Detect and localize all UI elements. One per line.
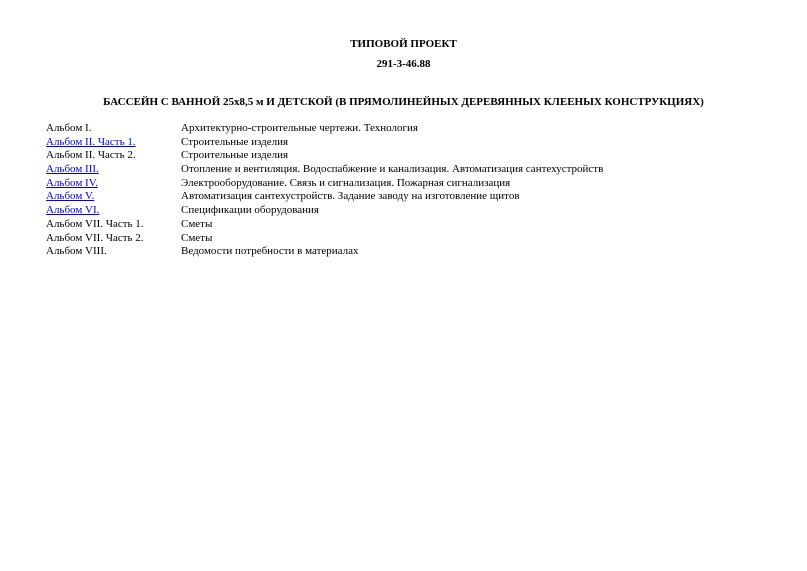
album-description: Сметы: [181, 231, 213, 244]
album-name-cell: [46, 245, 181, 259]
album-link[interactable]: Альбом V.: [46, 190, 95, 203]
album-link[interactable]: Альбом II. Часть 1.: [46, 135, 136, 148]
album-row: [46, 245, 766, 259]
album-row: [46, 218, 766, 232]
album-link[interactable]: Альбом III.: [46, 163, 99, 176]
album-label: Альбом II. Часть 2.: [46, 149, 136, 162]
album-link[interactable]: Альбом IV.: [46, 176, 98, 189]
album-name-cell: [46, 232, 181, 246]
album-description: Электрооборудование. Связь и сигнализация. Пожарная сигнализация: [181, 176, 511, 189]
album-name-cell: [46, 190, 181, 204]
album-row: [46, 177, 766, 191]
album-row: [46, 204, 766, 218]
album-name-cell: [46, 122, 181, 136]
album-description: Строительные изделия: [181, 149, 289, 162]
album-name-cell: [46, 177, 181, 191]
album-name-cell: [46, 218, 181, 232]
project-subtitle: БАССЕЙН С ВАННОЙ 25х8,5 м И ДЕТСКОЙ (В ПРЯМОЛИНЕЙНЫХ ДЕРЕВЯННЫХ КЛЕЕНЫХ КОНСТРУКЦИЯХ): [103, 96, 704, 108]
album-description: Автоматизация сантехустройств. Задание заводу на изготовление щитов: [181, 190, 520, 203]
album-label: Альбом I.: [46, 122, 92, 134]
document-title: ТИПОВОЙ ПРОЕКТ: [350, 38, 457, 50]
album-name-cell: [46, 136, 181, 150]
album-name-cell: [46, 149, 181, 163]
album-name-cell: [46, 163, 181, 177]
album-label: Альбом VII. Часть 1.: [46, 217, 144, 230]
album-description: Строительные изделия: [181, 135, 289, 148]
album-label: Альбом VII. Часть 2.: [46, 231, 144, 244]
album-description: Архитектурно-строительные чертежи. Технология: [181, 122, 418, 134]
album-row: [46, 190, 766, 204]
album-description: Спецификации оборудования: [181, 204, 319, 217]
project-code: 291-3-46.88: [376, 58, 431, 70]
album-label: Альбом VIII.: [46, 245, 107, 258]
album-row: [46, 122, 766, 136]
album-description: Сметы: [181, 217, 213, 230]
album-row: [46, 232, 766, 246]
album-link[interactable]: Альбом VI.: [46, 204, 100, 217]
album-description: Ведомости потребности в материалах: [181, 245, 359, 258]
album-row: [46, 163, 766, 177]
album-list: [46, 122, 766, 259]
album-row: [46, 149, 766, 163]
album-name-cell: [46, 204, 181, 218]
album-row: [46, 136, 766, 150]
album-description: Отопление и вентиляция. Водоспабжение и канализация. Автоматизация сантехустройств: [181, 163, 604, 176]
